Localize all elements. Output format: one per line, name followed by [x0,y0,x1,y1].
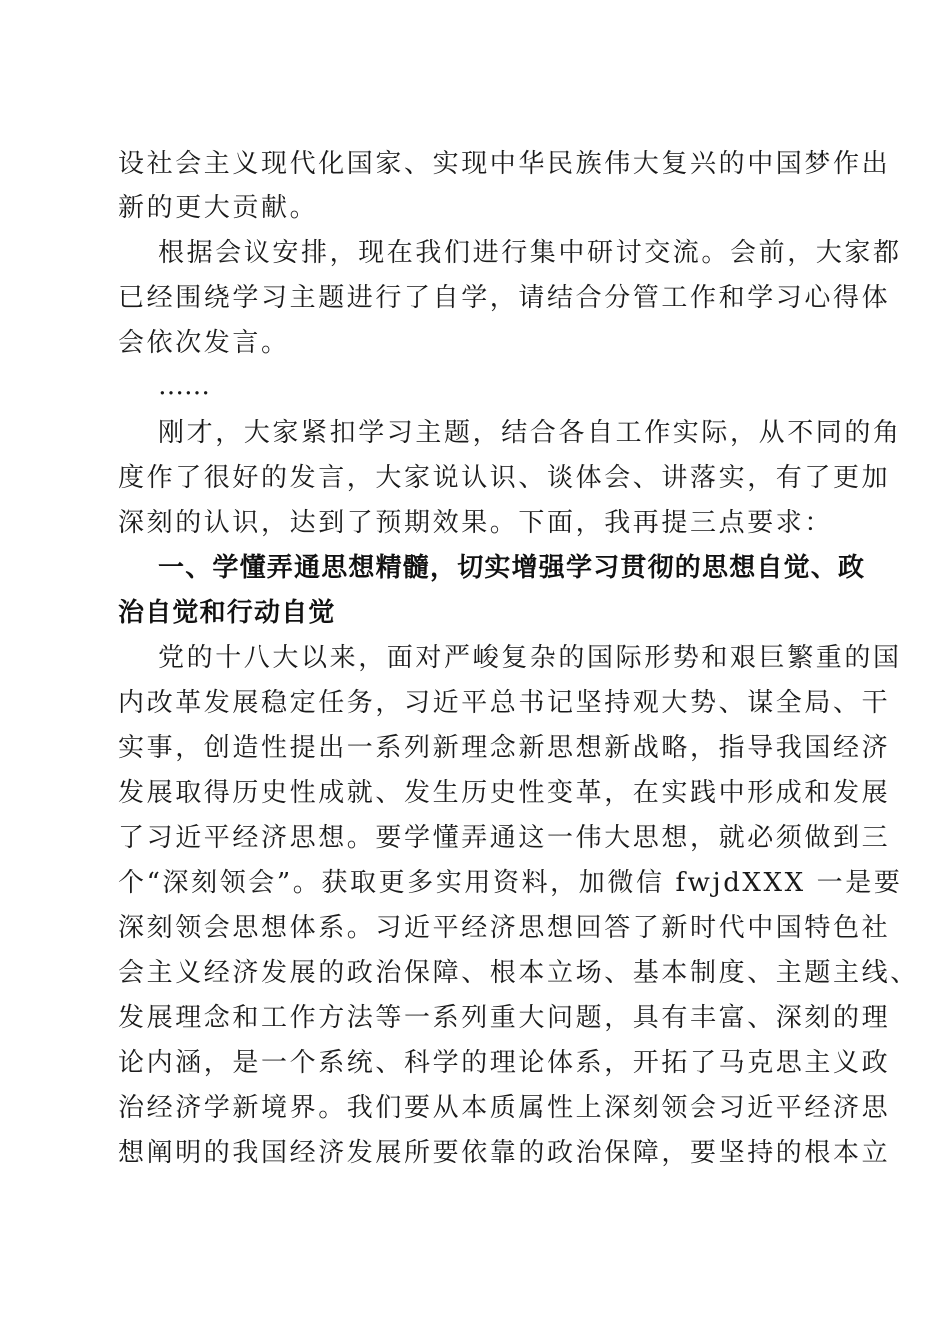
paragraph-line: 新的更大贡献。 [118,193,319,223]
section-heading: 治自觉和行动自觉 [118,598,336,628]
paragraph-line: 党的十八大以来，面对严峻复杂的国际形势和艰巨繁重的国 [158,643,902,673]
paragraph-line: 度作了很好的发言，大家说认识、谈体会、讲落实，有了更加 [118,463,891,493]
ellipsis-text: …… [158,371,210,401]
paragraph-line: 论内涵，是一个系统、科学的理论体系，开拓了马克思主义政 [118,1048,891,1078]
paragraph-line: 内改革发展稳定任务，习近平总书记坚持观大势、谋全局、干 [118,688,891,718]
paragraph-line: 发展理念和工作方法等一系列重大问题，具有丰富、深刻的理 [118,1003,891,1033]
paragraph-line: 会主义经济发展的政治保障、根本立场、基本制度、主题主线、 [118,958,919,988]
paragraph-line: 刚才，大家紧扣学习主题，结合各自工作实际，从不同的角 [158,418,902,448]
paragraph-line: 实事，创造性提出一系列新理念新思想新战略，指导我国经济 [118,733,891,763]
paragraph-line: 设社会主义现代化国家、实现中华民族伟大复兴的中国梦作出 [118,149,891,179]
paragraph-line: 个“深刻领会”。获取更多实用资料，加微信 fwjdXXX 一是要 [118,868,903,898]
paragraph-line: 已经围绕学习主题进行了自学，请结合分管工作和学习心得体 [118,283,891,313]
paragraph-line: 会依次发言。 [118,328,290,358]
paragraph-line: 深刻的认识，达到了预期效果。下面，我再提三点要求： [118,508,834,538]
paragraph-line: 了习近平经济思想。要学懂弄通这一伟大思想，就必须做到三 [118,823,891,853]
paragraph-line: 想阐明的我国经济发展所要依靠的政治保障，要坚持的根本立 [118,1138,891,1168]
paragraph-line: 治经济学新境界。我们要从本质属性上深刻领会习近平经济思 [118,1093,891,1123]
paragraph-line: 根据会议安排，现在我们进行集中研讨交流。会前，大家都 [158,238,902,268]
section-heading: 一、学懂弄通思想精髓，切实增强学习贯彻的思想自觉、政 [158,553,866,583]
paragraph-line: 发展取得历史性成就、发生历史性变革，在实践中形成和发展 [118,778,891,808]
paragraph-line: 深刻领会思想体系。习近平经济思想回答了新时代中国特色社 [118,913,891,943]
